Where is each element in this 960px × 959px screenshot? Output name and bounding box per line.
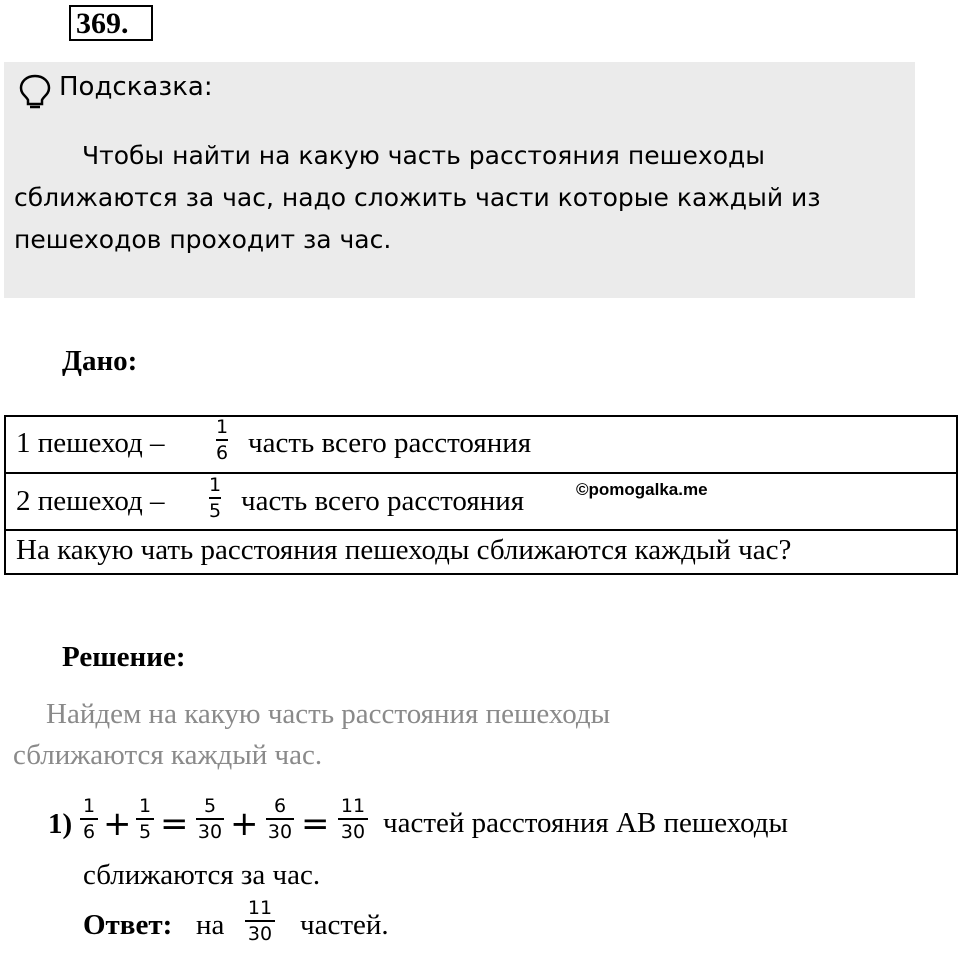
problem-number: 369. [69,5,153,41]
fraction-numerator: 1 [138,795,152,817]
fraction-bar [196,818,224,820]
fraction-denominator: 6 [216,441,229,464]
equals-sign: = [301,804,330,844]
fraction-denominator: 30 [267,820,293,843]
given-row-2-prefix: 2 пешеход – [16,485,165,517]
equals-sign: = [160,804,189,844]
given-row-2 [6,474,956,531]
fraction-6-30 [266,796,294,842]
fraction-denominator: 30 [340,820,366,843]
solution-intro-line-1: Найдем на какую часть расстояния пешеходы [46,698,611,730]
plus-sign: + [103,804,132,844]
fraction-numerator: 1 [209,474,222,496]
answer-prefix: на [196,909,225,941]
fraction-numerator: 1 [82,795,96,817]
fraction-numerator: 1 [216,416,229,438]
hint-title: Подсказка: [59,72,213,102]
given-row-1-prefix: 1 пешеход – [16,427,165,459]
watermark: ©pomogalka.me [576,480,708,499]
lightbulb-icon [18,74,52,110]
given-row-3-text: На какую чать расстояния пешеходы сближаются каждый час? [16,534,792,566]
given-heading: Дано: [62,345,138,377]
given-row-1 [6,417,956,474]
fraction-numerator: 6 [273,795,287,817]
fraction-bar [136,818,154,820]
answer-suffix: частей. [300,909,389,941]
fraction-bar [216,439,228,441]
fraction-numerator: 5 [203,795,217,817]
fraction-denominator: 30 [247,922,273,945]
given-row-1-fraction [216,417,228,463]
fraction-denominator: 5 [138,820,152,843]
answer-label: Ответ: [83,909,173,941]
fraction-bar [80,818,98,820]
hint-text: Чтобы найти на какую часть расстояния пешеходы сближаются за час, надо сложить части которые каждый из пешеходов проходит за час. [14,141,821,254]
fraction-numerator: 11 [247,897,273,919]
fraction-11-30 [338,796,368,842]
fraction-bar [338,818,368,820]
fraction-bar [266,818,294,820]
fraction-denominator: 30 [197,820,223,843]
given-row-1-suffix: часть всего расстояния [248,427,532,459]
fraction-bar [245,920,275,922]
fraction-1-6 [80,796,98,842]
fraction-denominator: 5 [209,499,222,522]
hint-box [4,62,915,298]
solution-intro-line-2: сближаются каждый час. [13,739,323,771]
step-label: 1) [48,808,73,840]
step-text-line-1: частей расстояния АВ пешеходы [383,807,789,839]
answer-fraction [245,898,275,944]
fraction-5-30 [196,796,224,842]
fraction-numerator: 11 [340,795,366,817]
step-text-line-2: сближаются за час. [83,859,321,891]
fraction-bar [209,497,221,499]
given-row-2-fraction [209,475,221,521]
given-row-3 [6,531,956,575]
solution-heading: Решение: [62,641,186,673]
given-row-2-suffix: часть всего расстояния [241,485,525,517]
given-table [4,415,958,575]
fraction-1-5 [136,796,154,842]
fraction-denominator: 6 [82,820,96,843]
plus-sign: + [230,804,259,844]
